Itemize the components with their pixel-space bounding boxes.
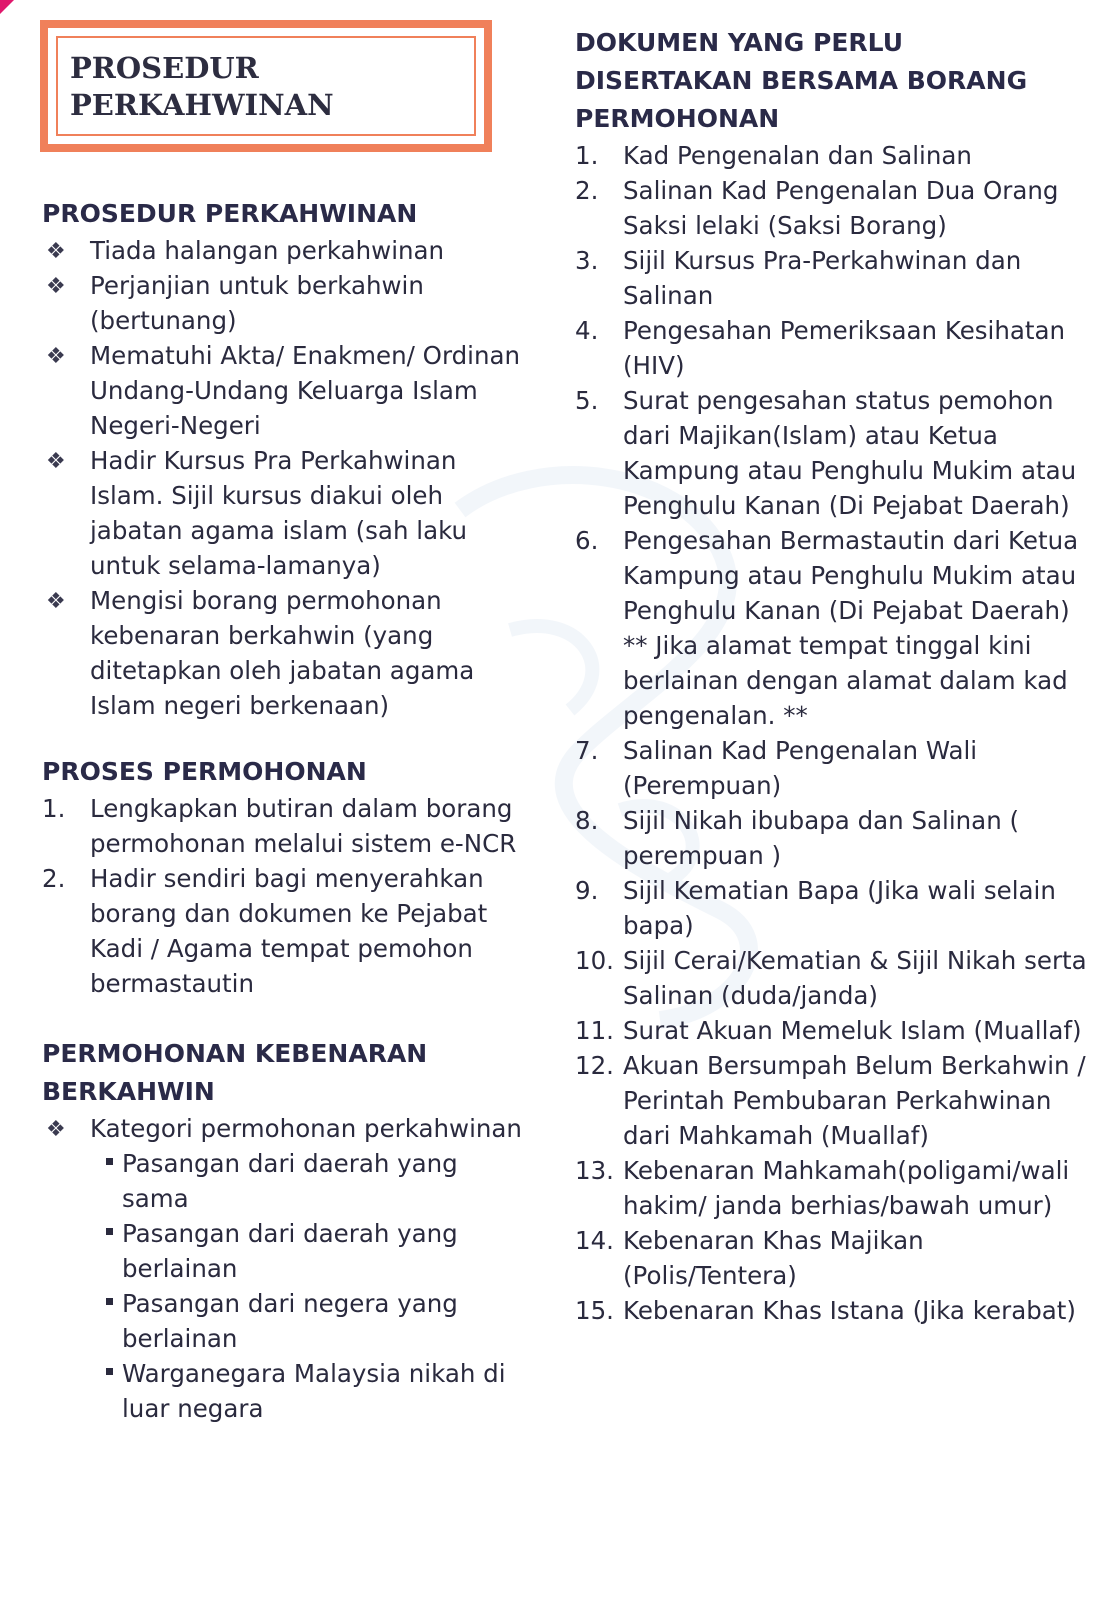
list-item: ❖ Hadir Kursus Pra Perkahwinan Islam. Sijil kursus diakui oleh jabatan agama islam (sah laku untuk selama-lamanya) <box>46 446 468 580</box>
list-item: 14. Kebenaran Khas Majikan (Polis/Tentera) <box>575 1226 924 1290</box>
square-bullet-icon <box>106 1158 113 1165</box>
section-heading-prosedur: PROSEDUR PERKAHWINAN <box>42 199 418 228</box>
list-item: 3. Sijil Kursus Pra-Perkahwinan dan Salinan <box>575 246 1022 310</box>
list-item: 5. Surat pengesahan status pemohon dari Majikan(Islam) atau Ketua Kampung atau Penghulu Mukim atau Penghulu Kanan (Di Pejabat Daerah) <box>575 386 1077 520</box>
sub-list-item: Pasangan dari daerah yang sama <box>106 1146 532 1216</box>
diamond-bullet-icon: ❖ <box>46 239 66 264</box>
square-bullet-icon <box>106 1368 113 1375</box>
section-heading-kebenaran: PERMOHONAN KEBENARAN BERKAHWIN <box>42 1039 428 1106</box>
title-box <box>40 20 492 152</box>
list-item: ❖ Mengisi borang permohonan kebenaran berkahwin (yang ditetapkan oleh jabatan agama Islam negeri berkenaan) <box>46 586 475 720</box>
list-item: 10. Sijil Cerai/Kematian & Sijil Nikah serta Salinan (duda/janda) <box>575 946 1087 1010</box>
diamond-bullet-icon: ❖ <box>46 344 66 369</box>
list-item: 6. Pengesahan Bermastautin dari Ketua Kampung atau Penghulu Mukim atau Penghulu Kanan (Di Pejabat Daerah) ** Jika alamat tempat tinggal kini berlainan dengan alamat dalam kad pengenalan. ** <box>575 523 1090 733</box>
note-text: ** Jika alamat tempat tinggal kini berlainan dengan alamat dalam kad pengenalan. ** <box>623 631 1068 730</box>
list-item: 9. Sijil Kematian Bapa (Jika wali selain bapa) <box>575 876 1056 940</box>
list-item: 2. Salinan Kad Pengenalan Dua Orang Saksi lelaki (Saksi Borang) <box>575 176 1059 240</box>
diamond-bullet-icon: ❖ <box>46 449 66 474</box>
kategori-list <box>42 1111 532 1426</box>
dokumen-list <box>575 138 1090 1328</box>
diamond-bullet-icon: ❖ <box>46 274 66 299</box>
square-bullet-icon <box>106 1228 113 1235</box>
prosedur-list <box>42 233 532 723</box>
list-item: 8. Sijil Nikah ibubapa dan Salinan ( perempuan ) <box>575 806 1020 870</box>
sub-list-item: Warganegara Malaysia nikah di luar negara <box>106 1356 532 1426</box>
proses-list <box>42 791 532 1001</box>
list-item: 1. Kad Pengenalan dan Salinan <box>575 141 972 170</box>
list-item: 11. Surat Akuan Memeluk Islam (Muallaf) <box>575 1016 1082 1045</box>
list-item: 2. Hadir sendiri bagi menyerahkan borang dan dokumen ke Pejabat Kadi / Agama tempat pemohon bermastautin <box>42 864 488 998</box>
square-bullet-icon <box>106 1298 113 1305</box>
right-column <box>575 24 1090 1328</box>
left-column <box>42 195 532 1426</box>
list-item: 4. Pengesahan Pemeriksaan Kesihatan (HIV) <box>575 316 1066 380</box>
list-item: 15. Kebenaran Khas Istana (Jika kerabat) <box>575 1296 1076 1325</box>
section-heading-dokumen: DOKUMEN YANG PERLU DISERTAKAN BERSAMA BORANG PERMOHONAN <box>575 28 1028 133</box>
list-item: 7. Salinan Kad Pengenalan Wali (Perempuan) <box>575 736 978 800</box>
diamond-bullet-icon: ❖ <box>46 589 66 614</box>
list-item: ❖ Perjanjian untuk berkahwin (bertunang) <box>46 271 424 335</box>
section-heading-proses: PROSES PERMOHONAN <box>42 757 367 786</box>
kategori-sublist <box>106 1146 532 1426</box>
corner-mark <box>0 0 14 14</box>
list-item: 1. Lengkapkan butiran dalam borang permohonan melalui sistem e-NCR <box>42 794 517 858</box>
sub-list-item: Pasangan dari daerah yang berlainan <box>106 1216 532 1286</box>
list-item: ❖ Kategori permohonan perkahwinan Pasangan dari daerah yang sama Pasangan dari daerah yang berlainan Pasangan dari negera yang berlainan Warganegara Malaysia nikah di luar negara <box>42 1111 532 1426</box>
list-item: 12. Akuan Bersumpah Belum Berkahwin / Perintah Pembubaran Perkahwinan dari Mahkamah (Muallaf) <box>575 1051 1086 1150</box>
sub-list-item: Pasangan dari negera yang berlainan <box>106 1286 532 1356</box>
list-item: ❖ Tiada halangan perkahwinan <box>42 233 532 268</box>
page-title: PROSEDUR PERKAHWINAN <box>70 51 334 122</box>
list-item: ❖ Mematuhi Akta/ Enakmen/ Ordinan Undang-Undang Keluarga Islam Negeri-Negeri <box>46 341 521 440</box>
diamond-bullet-icon: ❖ <box>46 1117 66 1142</box>
list-item: 13. Kebenaran Mahkamah(poligami/wali hakim/ janda berhias/bawah umur) <box>575 1156 1070 1220</box>
